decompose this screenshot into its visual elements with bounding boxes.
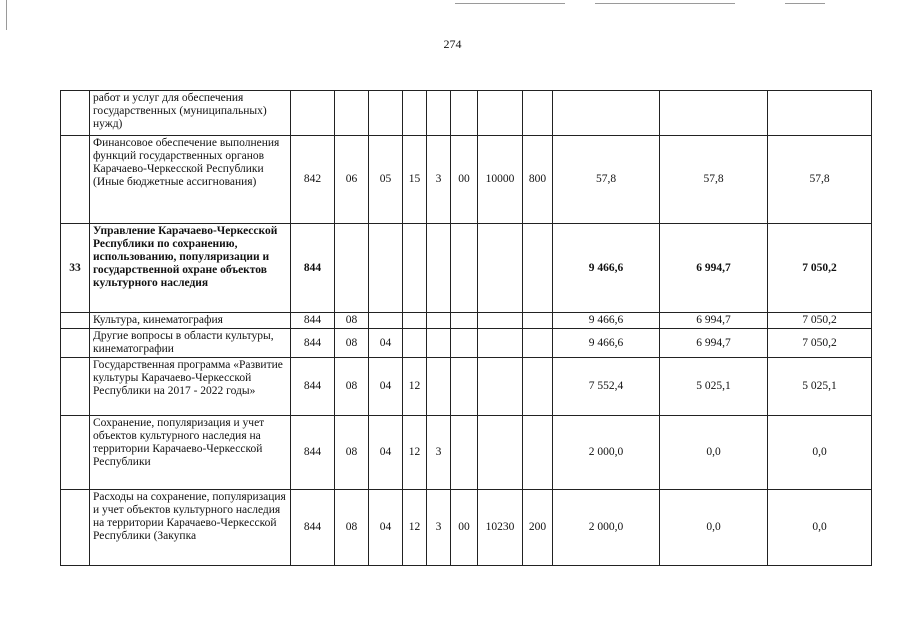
subprogram-code [427, 91, 451, 136]
expense-type-code [523, 416, 553, 490]
row-index [61, 490, 90, 566]
program-code [403, 224, 427, 313]
subsection-code: 04 [369, 490, 403, 566]
row-index [61, 416, 90, 490]
item-name: работ и услуг для обеспечения государственных (муниципальных) нужд) [90, 91, 291, 136]
amount-year-1: 57,8 [553, 136, 660, 224]
expense-type-code: 200 [523, 490, 553, 566]
subprogram-code [427, 329, 451, 358]
amount-year-3: 5 025,1 [768, 358, 872, 416]
ministry-code: 844 [291, 490, 335, 566]
ministry-code: 844 [291, 313, 335, 329]
main-event-code [451, 329, 478, 358]
amount-year-1: 9 466,6 [553, 224, 660, 313]
amount-year-3: 7 050,2 [768, 313, 872, 329]
ministry-code: 844 [291, 224, 335, 313]
main-event-code [451, 358, 478, 416]
subsection-code: 04 [369, 329, 403, 358]
section-code: 08 [335, 490, 369, 566]
subprogram-code [427, 358, 451, 416]
scan-artifact-corner [0, 0, 7, 30]
amount-year-1 [553, 91, 660, 136]
amount-year-3: 0,0 [768, 416, 872, 490]
table-row [61, 416, 872, 490]
subsection-code [369, 224, 403, 313]
main-event-code [451, 224, 478, 313]
row-index: 33 [61, 224, 90, 313]
item-name: Культура, кинематография [90, 313, 291, 329]
amount-year-3 [768, 91, 872, 136]
subsection-code [369, 313, 403, 329]
amount-year-1: 2 000,0 [553, 416, 660, 490]
amount-year-1: 7 552,4 [553, 358, 660, 416]
amount-year-2: 6 994,7 [660, 224, 768, 313]
program-code [403, 329, 427, 358]
section-code: 08 [335, 313, 369, 329]
amount-year-1: 2 000,0 [553, 490, 660, 566]
amount-year-3: 7 050,2 [768, 329, 872, 358]
expense-direction-code: 10000 [478, 136, 523, 224]
table-row [61, 329, 872, 358]
subsection-code: 04 [369, 358, 403, 416]
expense-type-code [523, 91, 553, 136]
main-event-code: 00 [451, 136, 478, 224]
row-index [61, 136, 90, 224]
row-index [61, 313, 90, 329]
expense-direction-code [478, 416, 523, 490]
expense-direction-code [478, 91, 523, 136]
main-event-code [451, 313, 478, 329]
table-row [61, 358, 872, 416]
section-code: 06 [335, 136, 369, 224]
amount-year-2: 5 025,1 [660, 358, 768, 416]
table-row [61, 313, 872, 329]
expense-type-code [523, 358, 553, 416]
program-code: 12 [403, 358, 427, 416]
amount-year-3: 0,0 [768, 490, 872, 566]
program-code: 12 [403, 416, 427, 490]
row-index [61, 91, 90, 136]
table-row [61, 490, 872, 566]
section-code: 08 [335, 358, 369, 416]
section-code: 08 [335, 416, 369, 490]
item-name: Управление Карачаево-Черкесской Республики по сохранению, использованию, популяризации и государственной охране объектов культурного наследия [90, 224, 291, 313]
amount-year-2: 0,0 [660, 416, 768, 490]
item-name: Другие вопросы в области культуры, кинематографии [90, 329, 291, 358]
expense-direction-code [478, 329, 523, 358]
page-number: 274 [443, 37, 462, 51]
expense-direction-code [478, 358, 523, 416]
ministry-code: 844 [291, 416, 335, 490]
scan-artifact-line [785, 3, 825, 4]
subprogram-code: 3 [427, 136, 451, 224]
program-code [403, 91, 427, 136]
amount-year-2 [660, 91, 768, 136]
amount-year-3: 57,8 [768, 136, 872, 224]
item-name: Финансовое обеспечение выполнения функций государственных органов Карачаево-Черкесской Республики (Иные бюджетные ассигнования) [90, 136, 291, 224]
program-code [403, 313, 427, 329]
ministry-code: 842 [291, 136, 335, 224]
amount-year-2: 0,0 [660, 490, 768, 566]
section-code [335, 91, 369, 136]
expense-type-code: 800 [523, 136, 553, 224]
table-row [61, 91, 872, 136]
amount-year-2: 6 994,7 [660, 313, 768, 329]
amount-year-1: 9 466,6 [553, 313, 660, 329]
amount-year-3: 7 050,2 [768, 224, 872, 313]
amount-year-2: 6 994,7 [660, 329, 768, 358]
subprogram-code [427, 224, 451, 313]
ministry-code: 844 [291, 358, 335, 416]
subsection-code [369, 91, 403, 136]
amount-year-2: 57,8 [660, 136, 768, 224]
main-event-code [451, 91, 478, 136]
item-name: Расходы на сохранение, популяризация и учет объектов культурного наследия на территории Карачаево-Черкесской Республики (Закупка [90, 490, 291, 566]
expense-direction-code [478, 224, 523, 313]
item-name: Государственная программа «Развитие культуры Карачаево-Черкесской Республики на 2017 - 2022 годы» [90, 358, 291, 416]
row-index [61, 358, 90, 416]
subprogram-code [427, 313, 451, 329]
expense-type-code [523, 329, 553, 358]
section-code: 08 [335, 329, 369, 358]
row-index [61, 329, 90, 358]
expense-type-code [523, 224, 553, 313]
main-event-code: 00 [451, 490, 478, 566]
program-code: 12 [403, 490, 427, 566]
main-event-code [451, 416, 478, 490]
item-name: Сохранение, популяризация и учет объектов культурного наследия на территории Карачаево-Черкесской Республики [90, 416, 291, 490]
subprogram-code: 3 [427, 416, 451, 490]
ministry-code [291, 91, 335, 136]
subprogram-code: 3 [427, 490, 451, 566]
budget-table-body [61, 91, 872, 566]
expense-direction-code [478, 313, 523, 329]
table-row [61, 136, 872, 224]
amount-year-1: 9 466,6 [553, 329, 660, 358]
expense-direction-code: 10230 [478, 490, 523, 566]
scan-artifact-line [455, 3, 565, 4]
section-code [335, 224, 369, 313]
table-row [61, 224, 872, 313]
expense-type-code [523, 313, 553, 329]
ministry-code: 844 [291, 329, 335, 358]
program-code: 15 [403, 136, 427, 224]
subsection-code: 05 [369, 136, 403, 224]
budget-table [60, 90, 872, 566]
subsection-code: 04 [369, 416, 403, 490]
scan-artifact-line [595, 3, 735, 4]
